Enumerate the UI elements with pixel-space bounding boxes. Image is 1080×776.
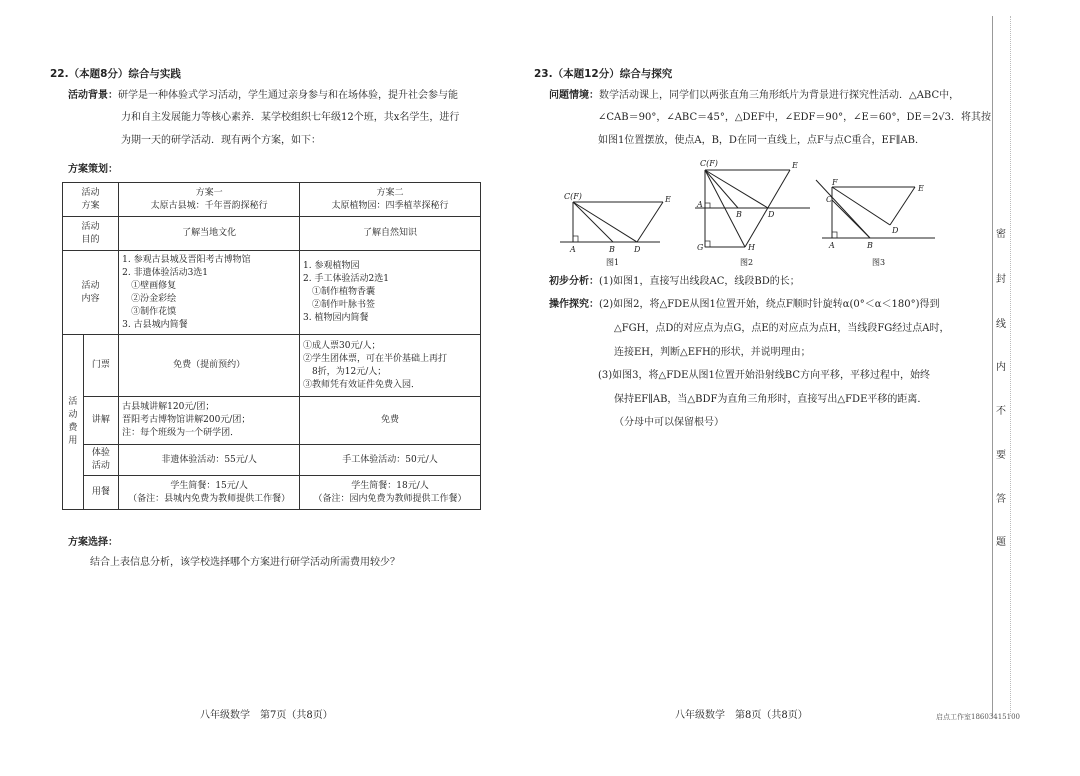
row-guide-plan2: 免费 bbox=[300, 397, 481, 445]
seal-char-7: 答 bbox=[996, 494, 1006, 505]
choice-label: 方案选择： bbox=[68, 537, 118, 548]
row-content-head: 活动 内容 bbox=[63, 251, 119, 335]
fig2-label-b: B bbox=[736, 210, 742, 219]
seal-char-2: 封 bbox=[996, 274, 1006, 285]
explore-3-line-3: （分母中可以保留根号） bbox=[614, 417, 724, 428]
table-header-plan1: 方案一 太原古县城：千年晋韵探秘行 bbox=[119, 183, 300, 217]
plan-table bbox=[62, 182, 481, 510]
row-meal-head: 用餐 bbox=[83, 476, 118, 510]
row-guide-head: 讲解 bbox=[83, 397, 118, 445]
q22-title: 22.（本题8分）综合与实践 bbox=[50, 68, 181, 80]
explore-2-line-2: △FGH，点D的对应点为点G，点E的对应点为点H，当线段FG经过点A时， bbox=[614, 323, 950, 334]
row-content-plan1: 1. 参观古县城及晋阳考古博物馆 2. 非遗体验活动3选1 ①壁画修复 ②汾金彩绘 ③制作花馍 3. 古县城内简餐 bbox=[119, 251, 300, 335]
row-ticket-head: 门票 bbox=[83, 335, 118, 397]
fig1-label-b: B bbox=[609, 245, 615, 254]
situation-line-2: ∠CAB＝90°，∠ABC＝45°，△DEF中，∠EDF＝90°，∠E＝60°，DE＝2√3．将其按 bbox=[598, 112, 991, 123]
prelim-label: 初步分析： bbox=[549, 276, 599, 287]
row-experience-plan2: 手工体验活动：50元/人 bbox=[300, 445, 481, 476]
seal-char-3: 线 bbox=[996, 319, 1006, 330]
binding-dotted-line bbox=[1010, 16, 1011, 716]
studio-watermark: 启点工作室18603415100 bbox=[936, 713, 1020, 721]
seal-char-1: 密 bbox=[996, 229, 1006, 240]
prelim-text: (1)如图1，直接写出线段AC，线段BD的长； bbox=[599, 276, 800, 287]
explore-2-line-1: (2)如图2，将△FDE从图1位置开始，绕点F顺时针旋转α(0°＜α＜180°)得到 bbox=[599, 299, 940, 310]
geometry-figures bbox=[540, 155, 950, 267]
fig3-label-a: A bbox=[829, 241, 835, 250]
fig3-label-d: D bbox=[892, 226, 899, 235]
q23-title: 23.（本题12分）综合与探究 bbox=[534, 68, 673, 80]
background-line-3: 为期一天的研学活动．现有两个方案，如下： bbox=[121, 135, 321, 146]
fig1-label-cf: C(F) bbox=[564, 192, 582, 201]
footer-page-8: 八年级数学 第8页（共8页） bbox=[675, 710, 808, 721]
explore-3-line-2: 保持EF∥AB，当△BDF为直角三角形时，直接写出△FDE平移的距离． bbox=[614, 394, 928, 405]
fig1-label-d: D bbox=[634, 245, 641, 254]
situation-line-1: 数学活动课上，同学们以两张直角三角形纸片为背景进行探究性活动．△ABC中， bbox=[599, 90, 960, 101]
situation-label: 问题情境： bbox=[549, 90, 599, 101]
fig1-label-e: E bbox=[665, 195, 671, 204]
row-fee-head: 活 动 费 用 bbox=[63, 335, 84, 510]
footer-page-7: 八年级数学 第7页（共8页） bbox=[200, 710, 333, 721]
figure-3 bbox=[816, 178, 935, 267]
fig3-label-e: E bbox=[918, 184, 924, 193]
row-guide-plan1: 古县城讲解120元/团； 晋阳考古博物馆讲解200元/团； 注：每个班级为一个研学团． bbox=[119, 397, 300, 445]
seal-char-6: 要 bbox=[996, 450, 1006, 461]
seal-char-8: 题 bbox=[996, 537, 1006, 548]
choice-text: 结合上表信息分析，该学校选择哪个方案进行研学活动所需费用较少？ bbox=[90, 557, 400, 568]
row-experience-plan1: 非遗体验活动：55元/人 bbox=[119, 445, 300, 476]
row-meal-plan2: 学生简餐：18元/人 （备注：园内免费为教师提供工作餐） bbox=[300, 476, 481, 510]
row-purpose-plan1: 了解当地文化 bbox=[119, 217, 300, 251]
row-experience-head: 体验 活动 bbox=[83, 445, 118, 476]
fig2-label-d: D bbox=[768, 210, 775, 219]
row-content-plan2: 1. 参观植物园 2. 手工体验活动2选1 ①制作植物香囊 ②制作叶脉书签 3. 植物园内简餐 bbox=[300, 251, 481, 335]
fig2-label-a: A bbox=[697, 200, 703, 209]
table-header-plan: 活动 方案 bbox=[63, 183, 119, 217]
fig2-label-g: G bbox=[697, 243, 704, 252]
explore-2-line-3: 连接EH，判断△EFH的形状，并说明理由； bbox=[614, 347, 811, 358]
row-ticket-plan1: 免费（提前预约） bbox=[119, 335, 300, 397]
row-purpose-plan2: 了解自然知识 bbox=[300, 217, 481, 251]
figure-2 bbox=[695, 159, 810, 267]
background-line-1: 研学是一种体验式学习活动，学生通过亲身参与和在场体验，提升社会参与能 bbox=[118, 90, 458, 101]
fig3-label-f: F bbox=[832, 178, 838, 187]
explore-label: 操作探究： bbox=[549, 299, 599, 310]
figure-1 bbox=[560, 192, 671, 267]
fig2-caption: 图2 bbox=[740, 258, 754, 267]
row-meal-plan1: 学生简餐：15元/人 （备注：县城内免费为教师提供工作餐） bbox=[119, 476, 300, 510]
row-purpose-head: 活动 目的 bbox=[63, 217, 119, 251]
fig3-label-b: B bbox=[867, 241, 873, 250]
binding-line bbox=[992, 16, 993, 716]
seal-char-5: 不 bbox=[996, 406, 1006, 417]
background-line-2: 力和自主发展能力等核心素养．某学校组织七年级12个班，共x名学生，进行 bbox=[121, 112, 460, 123]
fig2-label-cf: C(F) bbox=[700, 159, 718, 168]
fig1-label-a: A bbox=[570, 245, 576, 254]
explore-3-line-1: (3)如图3，将△FDE从图1位置开始沿射线BC方向平移，平移过程中，始终 bbox=[598, 370, 931, 381]
fig3-label-c: C bbox=[826, 195, 833, 204]
fig3-caption: 图3 bbox=[872, 258, 886, 267]
fig2-label-h: H bbox=[748, 243, 755, 252]
fig2-label-e: E bbox=[792, 161, 798, 170]
seal-char-4: 内 bbox=[996, 362, 1006, 373]
fig1-caption: 图1 bbox=[606, 258, 620, 267]
plan-label: 方案策划： bbox=[68, 164, 118, 175]
situation-line-3: 如图1位置摆放，使点A，B，D在同一直线上，点F与点C重合，EF∥AB． bbox=[598, 135, 925, 146]
background-label: 活动背景： bbox=[68, 90, 118, 101]
row-ticket-plan2: ①成人票30元/人； ②学生团体票，可在半价基础上再打 8折，为12元/人； ③教师凭有效证件免费入园． bbox=[300, 335, 481, 397]
table-header-plan2: 方案二 太原植物园：四季植萃探秘行 bbox=[300, 183, 481, 217]
